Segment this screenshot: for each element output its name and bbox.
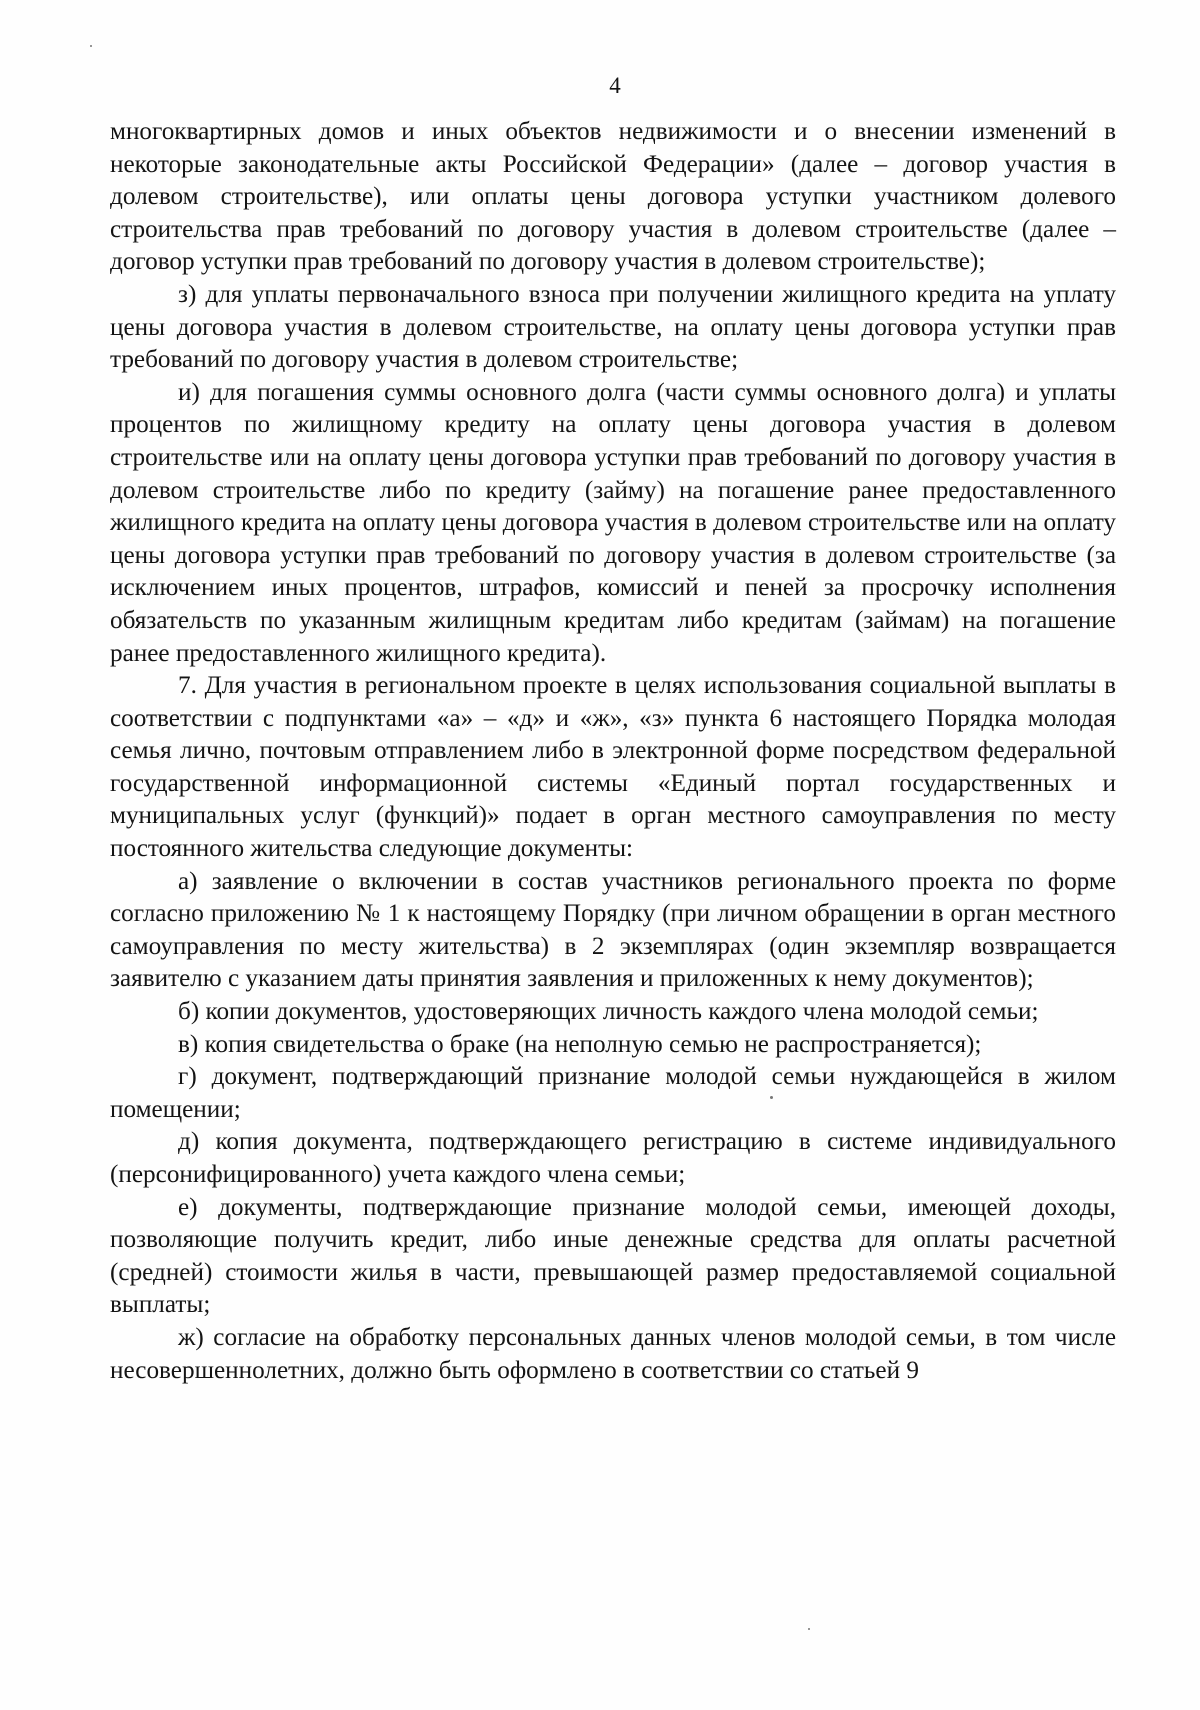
scan-speck bbox=[90, 45, 92, 47]
paragraph-item-b: б) копии документов, удостоверяющих личность каждого члена молодой семьи; bbox=[178, 998, 1039, 1026]
document-body bbox=[110, 116, 1116, 1387]
paragraph-item-d: д) копия документа, подтверждающего регистрацию в системе индивидуального (персонифицированного) учета каждого члена семьи; bbox=[110, 1128, 1116, 1188]
scan-speck bbox=[770, 1096, 773, 1099]
paragraph-item-v: в) копия свидетельства о браке (на неполную семью не распространяется); bbox=[178, 1030, 982, 1058]
paragraph-item-g: г) документ, подтверждающий признание молодой семьи нуждающейся в жилом помещении; bbox=[110, 1063, 1116, 1123]
paragraph-item-i: и) для погашения суммы основного долга (части суммы основного долга) и уплаты процентов по жилищному кредиту на оплату цены договора участия в долевом строительстве или на оплату цены договора уступки прав требований по договору участия в долевом строительстве либо по кредиту (займу) на погашение ранее предоставленного жилищного кредита на оплату цены договора участия в долевом строительстве или на оплату цены договора уступки прав требований по договору участия в долевом строительстве (за исключением иных процентов, штрафов, комиссий и пеней за просрочку исполнения обязательств по указанным жилищным кредитам либо кредитам (займам) на погашение ранее предоставленного жилищного кредита). bbox=[110, 378, 1116, 667]
paragraph-continuation: многоквартирных домов и иных объектов недвижимости и о внесении изменений в некоторые законодательные акты Российской Федерации» (далее – договор участия в долевом строительстве), или оплаты цены договора уступки участником долевого строительства прав требований по договору участия в долевом строительстве (далее – договор уступки прав требований по договору участия в долевом строительстве); bbox=[110, 118, 1116, 276]
page-number: 4 bbox=[609, 73, 621, 98]
paragraph-item-e: е) документы, подтверждающие признание молодой семьи, имеющей доходы, позволяющие получить кредит, либо иные денежные средства для оплаты расчетной (средней) стоимости жилья в части, превышающей размер предоставляемой социальной выплаты; bbox=[110, 1193, 1116, 1319]
paragraph-item-z: з) для уплаты первоначального взноса при получении жилищного кредита на уплату цены договора участия в долевом строительстве, на оплату цены договора уступки прав требований по договору участия в долевом строительстве; bbox=[110, 280, 1116, 374]
paragraph-item-a: а) заявление о включении в состав участников регионального проекта по форме согласно приложению № 1 к настоящему Порядку (при личном обращении в орган местного самоуправления по месту жительства) в 2 экземплярах (один экземпляр возвращается заявителю с указанием даты принятия заявления и приложенных к нему документов); bbox=[110, 867, 1116, 993]
scan-speck bbox=[808, 1628, 810, 1630]
paragraph-item-zh: ж) согласие на обработку персональных данных членов молодой семьи, в том числе несовершеннолетних, должно быть оформлено в соответствии со статьей 9 bbox=[110, 1323, 1116, 1384]
paragraph-section-7: 7. Для участия в региональном проекте в целях использования социальной выплаты в соответствии с подпунктами «а» – «д» и «ж», «з» пункта 6 настоящего Порядка молодая семья лично, почтовым отправлением либо в электронной форме посредством федеральной государственной информационной системы «Единый портал государственных и муниципальных услуг (функций)» подает в орган местного самоуправления по месту постоянного жительства следующие документы: bbox=[110, 672, 1116, 863]
